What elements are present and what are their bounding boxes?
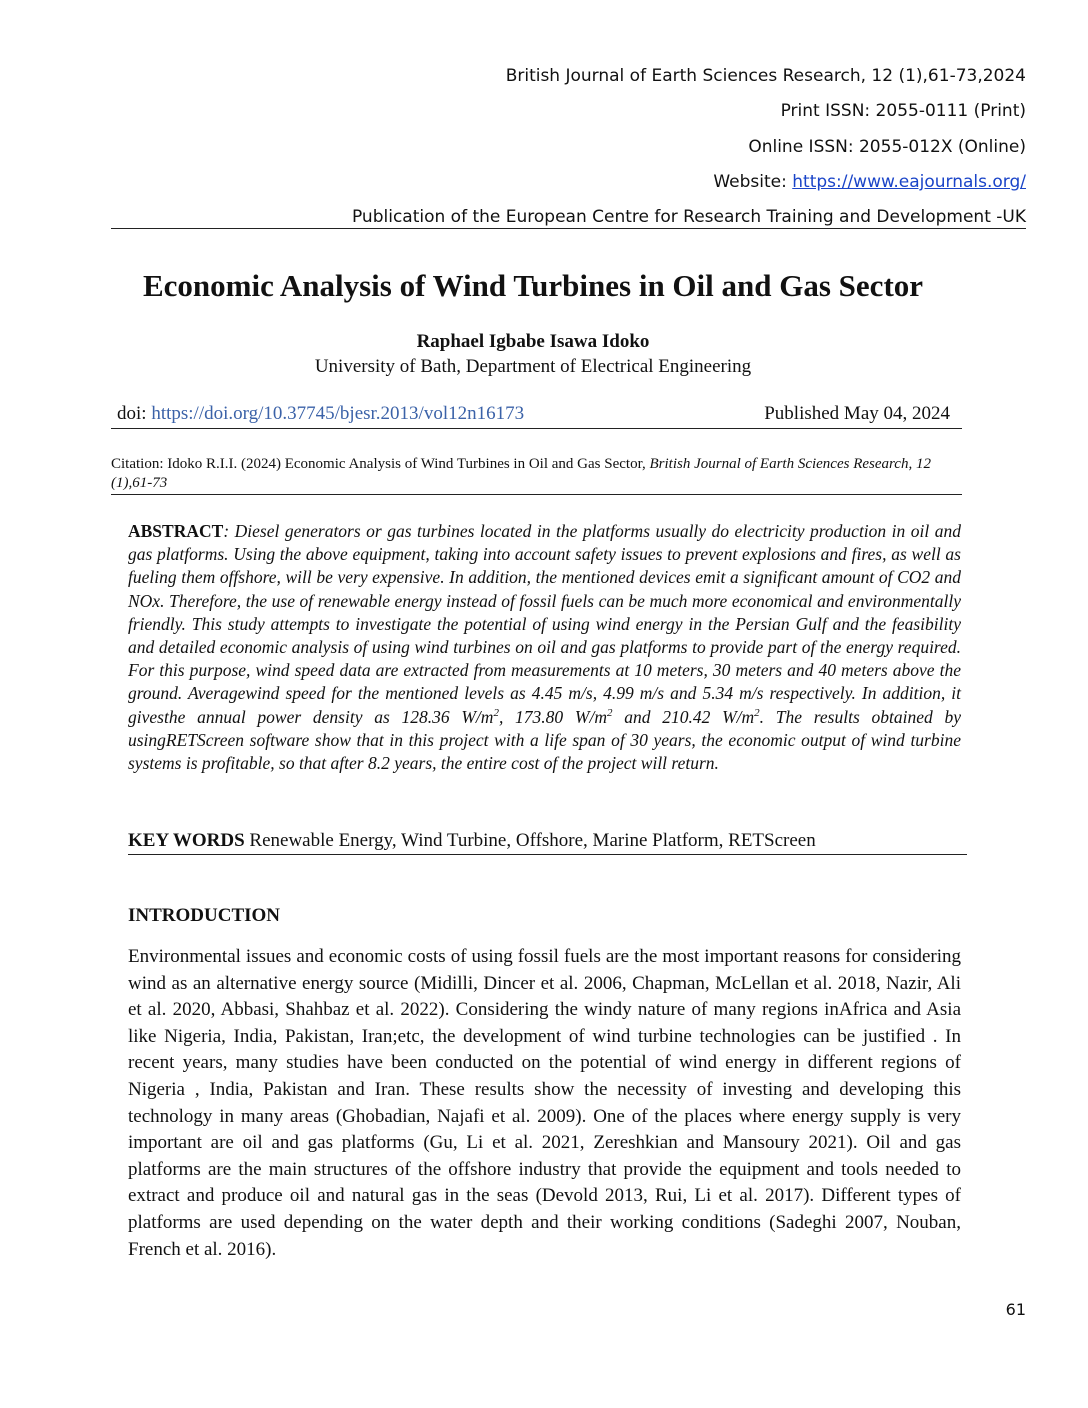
- abstract-label: ABSTRACT: [128, 521, 224, 541]
- keywords-text: Renewable Energy, Wind Turbine, Offshore, Marine Platform, RETScreen: [244, 830, 816, 851]
- website-label: Website:: [713, 172, 793, 192]
- abstract-text: and 210.42 W/m: [612, 706, 755, 727]
- published-date: Published May 04, 2024: [764, 403, 950, 424]
- doi-rule: [111, 428, 962, 429]
- website-line: [713, 172, 1026, 192]
- abstract-text: , 173.80 W/m: [498, 706, 607, 727]
- doi-line: [117, 403, 524, 425]
- citation-text: Citation: Idoko R.I.I. (2024) Economic Analysis of Wind Turbines in Oil and Gas Sector,: [111, 456, 650, 472]
- doi-label: doi:: [117, 403, 152, 424]
- journal-citation-header: British Journal of Earth Sciences Research, 12 (1),61-73,2024: [505, 66, 1026, 86]
- superscript: 2: [493, 706, 499, 719]
- superscript: 2: [754, 706, 760, 719]
- author-affiliation: University of Bath, Department of Electrical Engineering: [314, 356, 752, 377]
- doi-link[interactable]: https://doi.org/10.37745/bjesr.2013/vol12n16173: [151, 403, 525, 424]
- section-heading: INTRODUCTION: [128, 905, 281, 926]
- author-name: Raphael Igbabe Isawa Idoko: [416, 331, 650, 352]
- print-issn: Print ISSN: 2055-0111 (Print): [780, 101, 1026, 121]
- citation: [111, 455, 937, 493]
- header-rule: [111, 228, 1026, 229]
- keywords-rule: [128, 854, 967, 855]
- paper-title: Economic Analysis of Wind Turbines in Oil and Gas Sector: [142, 268, 924, 303]
- keywords-label: KEY WORDS: [128, 830, 245, 851]
- superscript: 2: [606, 706, 613, 719]
- citation-source: British Journal of Earth Sciences Research, 12 (1),61-73: [111, 456, 931, 491]
- introduction-paragraph: Environmental issues and economic costs of using fossil fuels are the most important reasons for considering wind as an alternative energy source (Midilli, Dincer et al. 2006, Chapman, McLellan et al. 2018, Nazir, Ali et al. 2020, Abbasi, Shahbaz et al. 2022). Considering the windy nature of many regions inAfrica and Asia like Nigeria, India, Pakistan, Iran;etc, the development of wind turbine technologies can be justified . In recent years, many studies have been conducted on the potential of wind energy in different regions of Nigeria , India, Pakistan and Iran. These results show the necessity of investing and developing this technology in many areas (Ghobadian, Najafi et al. 2009). One of the places where energy supply is very important are oil and gas platforms (Gu, Li et al. 2021, Zereshkian and Mansoury 2021). Oil and gas platforms are the main structures of the offshore industry that provide the equipment and tools needed to extract and produce oil and natural gas in the seas (Devold 2013, Rui, Li et al. 2017). Different types of platforms are used depending on the water depth and their working conditions (Sadeghi 2007, Nouban, French et al. 2016).: [128, 946, 961, 1260]
- citation-rule: [111, 494, 962, 495]
- abstract-text: . The results obtained by usingRETScreen software show that in this project with a life span of 30 years, the economic output of wind turbine systems is profitable, so that after 8.2 years, the entire cost of the project will return.: [128, 706, 961, 774]
- online-issn: Online ISSN: 2055-012X (Online): [748, 137, 1026, 157]
- abstract-text: : Diesel generators or gas turbines located in the platforms usually do electricity production in oil and gas platforms. Using the above equipment, taking into account safety issues to prevent explosions and fires, as well as fueling them offshore, will be very expensive. In addition, the mentioned devices emit a significant amount of CO2 and NOx. Therefore, the use of renewable energy instead of fossil fuels can be much more economical and environmentally friendly. This study attempts to investigate the potential of using wind energy in the Persian Gulf and the feasibility and detailed economic analysis of using wind turbines on oil and gas platforms to provide part of the energy required. For this purpose, wind speed data are extracted from measurements at 10 meters, 30 meters and 40 meters above the ground. Averagewind speed for the mentioned levels as 4.45 m/s, 4.99 m/s and 5.34 m/s respectively. In addition, it givesthe annual power density as 128.36 W/m: [128, 521, 961, 727]
- page-number: 61: [1005, 1300, 1026, 1319]
- publisher-line: Publication of the European Centre for Research Training and Development -UK: [351, 207, 1026, 227]
- website-link[interactable]: https://www.eajournals.org/: [792, 172, 1026, 192]
- abstract: [128, 520, 961, 775]
- keywords: [128, 830, 816, 852]
